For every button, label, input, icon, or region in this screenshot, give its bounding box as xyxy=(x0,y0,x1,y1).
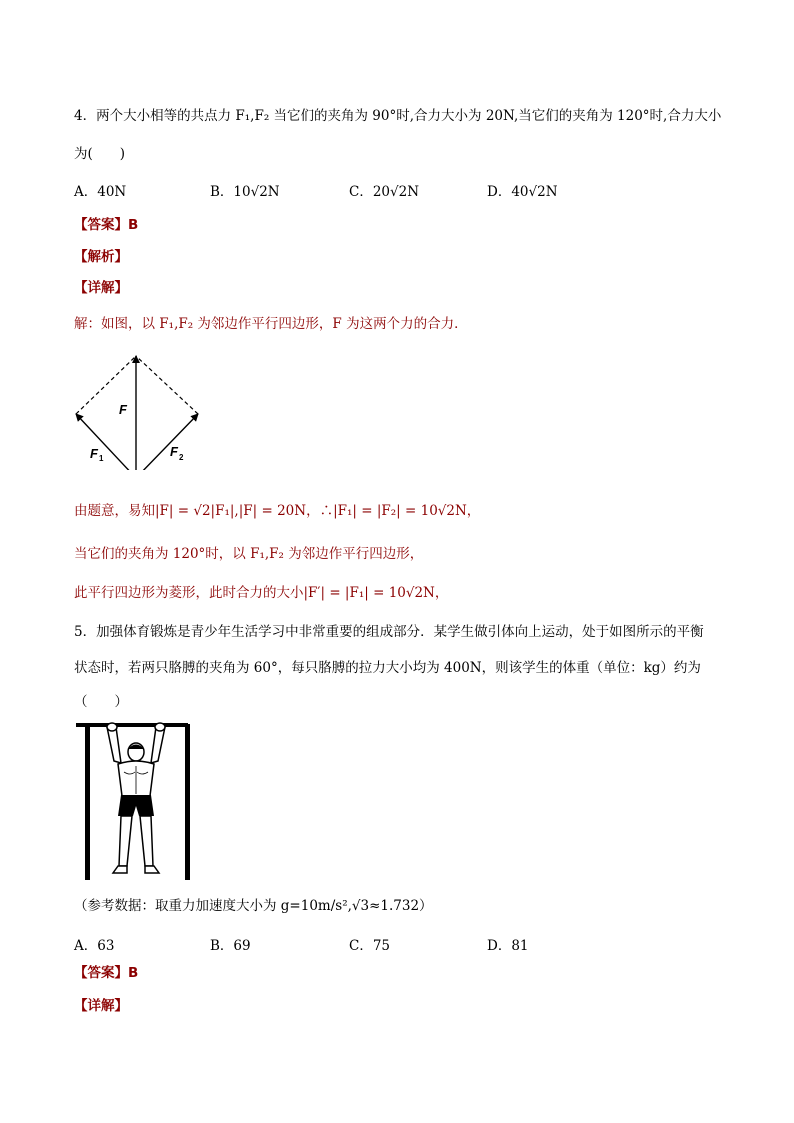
dashed-side-left xyxy=(76,356,136,414)
q5-stem-line1: 5．加强体育锻炼是青少年生活学习中非常重要的组成部分．某学生做引体向上运动，处于如图所示的平衡 xyxy=(74,624,704,640)
q4-stem-line2: 为( ) xyxy=(74,146,126,162)
label-f1-sub: 1 xyxy=(99,454,104,463)
label-f1: F xyxy=(90,446,98,461)
parallelogram-figure xyxy=(70,350,200,470)
left-post xyxy=(85,724,90,880)
q5-answer: 【答案】B xyxy=(74,965,139,981)
q5-stem-line3: （ ） xyxy=(74,694,128,710)
q4-solution-line3: 当它们的夹角为 120°时，以 F₁,F₂ 为邻边作平行四边形， xyxy=(74,546,424,562)
q4-option-c: C．20√2N xyxy=(349,184,420,200)
dashed-side-right xyxy=(136,356,198,414)
q5-stem-line2: 状态时，若两只胳膊的夹角为 60°，每只胳膊的拉力大小均为 400N，则该学生的体重（单位：kg）约为 xyxy=(74,660,701,676)
right-arm xyxy=(151,727,165,763)
q4-solution-line1: 解：如图，以 F₁,F₂ 为邻边作平行四边形，F 为这两个力的合力． xyxy=(74,316,468,332)
q4-option-d: D．40√2N xyxy=(487,184,558,200)
label-f: F xyxy=(119,402,127,417)
q4-answer: 【答案】B xyxy=(74,217,139,233)
q4-detail-tag: 【详解】 xyxy=(74,280,128,296)
pullup-figure xyxy=(72,716,192,882)
right-post xyxy=(185,724,190,880)
q4-option-a: A．40N xyxy=(74,184,127,200)
label-f2: F xyxy=(170,444,178,459)
force-f2-arrow xyxy=(136,414,198,470)
q5-option-d: D．81 xyxy=(487,938,529,954)
shorts xyxy=(118,795,154,816)
q5-option-b: B．69 xyxy=(210,938,251,954)
q4-solution-line4: 此平行四边形为菱形，此时合力的大小|F′| = |F₁| = 10√2N， xyxy=(74,585,449,601)
left-arm xyxy=(107,727,121,763)
left-leg xyxy=(119,816,132,866)
horizontal-bar xyxy=(76,723,188,727)
q5-detail-tag: 【详解】 xyxy=(74,998,128,1014)
q4-solution-line2: 由题意，易知|F| = √2|F₁|,|F| = 20N，∴|F₁| = |F₂| = 10√2N， xyxy=(74,503,481,519)
q5-reference: （参考数据：取重力加速度大小为 g=10m/s²,√3≈1.732） xyxy=(74,898,433,914)
force-f1-arrow xyxy=(76,414,136,470)
q5-option-a: A．63 xyxy=(74,938,115,954)
q4-analysis-tag: 【解析】 xyxy=(74,249,128,265)
q5-option-c: C．75 xyxy=(349,938,391,954)
label-f2-sub: 2 xyxy=(179,453,184,462)
q4-option-b: B．10√2N xyxy=(210,184,280,200)
right-leg xyxy=(140,816,153,866)
q4-stem-line1: 4．两个大小相等的共点力 F₁,F₂ 当它们的夹角为 90°时,合力大小为 20N,当它们的夹角为 120°时,合力大小 xyxy=(74,108,722,124)
